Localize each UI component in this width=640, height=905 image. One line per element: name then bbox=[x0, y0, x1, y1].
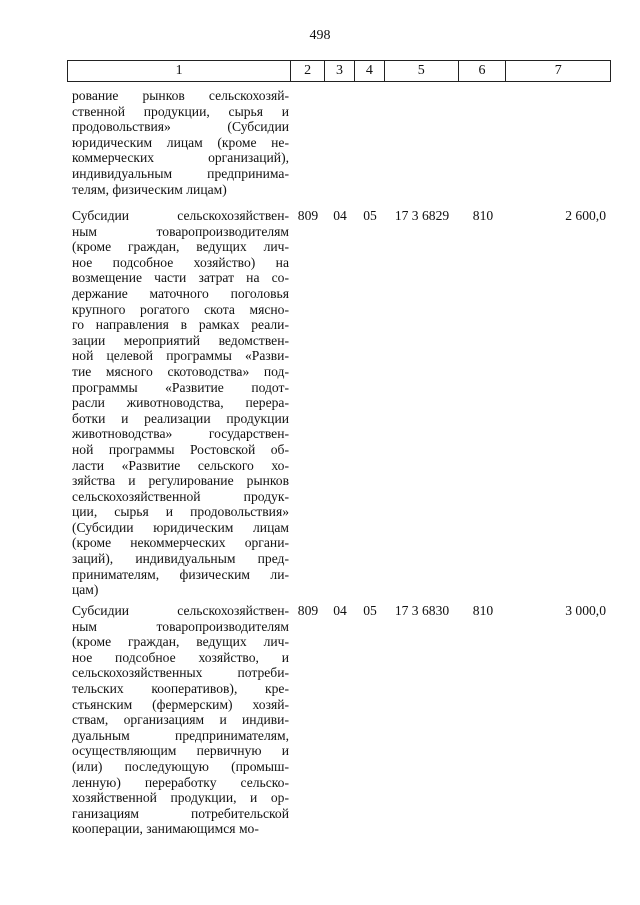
column-header-3: 3 bbox=[325, 61, 355, 81]
column-header-5: 5 bbox=[385, 61, 459, 81]
description-line: ствам, организациям и индиви- bbox=[72, 712, 289, 728]
description-line: крупного рогатого скота мясно- bbox=[72, 301, 289, 317]
cell-code-section bbox=[325, 88, 355, 197]
description-line: ботки и реализации продукции bbox=[72, 410, 289, 426]
description-line: ласти «Развитие сельского хо- bbox=[72, 457, 289, 473]
cell-code-expense-type bbox=[459, 88, 507, 197]
description-line: рование рынков сельскохозяй- bbox=[72, 88, 289, 103]
description-line: кооперации, занимающимся мо- bbox=[72, 821, 259, 837]
description-line: принимателям, физическим ли- bbox=[72, 566, 289, 582]
cell-amount: 3 000,0 bbox=[565, 603, 606, 618]
description-line: индивидуальным предпринима- bbox=[72, 165, 289, 181]
description-line: продовольствия» (Субсидии bbox=[72, 119, 289, 135]
description-line: хозяйственной продукции, и ор- bbox=[72, 790, 289, 806]
description-line: осуществляющим первичную и bbox=[72, 743, 289, 759]
description-line: (Субсидии юридическим лицам bbox=[72, 519, 289, 535]
description-line: ное подсобное хозяйство) на bbox=[72, 254, 289, 270]
description-line: телям, физическим лицам) bbox=[72, 181, 227, 197]
description-line: тельских кооперативов), кре- bbox=[72, 680, 289, 696]
description-line: держание маточного поголовья bbox=[72, 285, 289, 301]
description-line: тие мясного скотоводства» под- bbox=[72, 363, 289, 379]
column-header-4: 4 bbox=[355, 61, 385, 81]
column-header-2: 2 bbox=[291, 61, 325, 81]
description-line: возмещение части затрат на со- bbox=[72, 270, 289, 286]
description-line: сельскохозяйственных потреби- bbox=[72, 665, 289, 681]
description-line: (кроме некоммерческих органи- bbox=[72, 535, 289, 551]
cell-code-target: 17 3 6830 bbox=[394, 603, 450, 618]
description-line: (или) последующую (промыш- bbox=[72, 758, 289, 774]
cell-code-expense-type: 810 bbox=[472, 208, 494, 223]
cell-code-target: 17 3 6829 bbox=[394, 208, 450, 223]
cell-amount bbox=[507, 88, 611, 197]
table-row bbox=[67, 208, 611, 598]
description-line: сельскохозяйственной продук- bbox=[72, 488, 289, 504]
page-number: 498 bbox=[309, 28, 331, 43]
cell-code-section: 04 bbox=[333, 603, 347, 618]
cell-code-section: 04 bbox=[333, 208, 347, 223]
cell-amount: 2 600,0 bbox=[565, 208, 606, 223]
cell-code-subsection: 05 bbox=[363, 603, 377, 618]
description-line: стьянским (фермерским) хозяй- bbox=[72, 696, 289, 712]
description-line: ганизациям потребительской bbox=[72, 805, 289, 821]
description-line: ной программы Ростовской об- bbox=[72, 441, 289, 457]
description-line: ным товаропроизводителям bbox=[72, 223, 289, 239]
row-description bbox=[67, 603, 291, 837]
column-header-7: 7 bbox=[554, 63, 562, 78]
description-line: юридическим лицам (кроме не- bbox=[72, 134, 289, 150]
cell-code-ministry: 809 bbox=[297, 603, 319, 618]
column-header-6: 6 bbox=[459, 61, 507, 81]
description-line: расли животноводства, перера- bbox=[72, 395, 289, 411]
description-line: животноводства» государствен- bbox=[72, 426, 289, 442]
row-description bbox=[67, 208, 291, 598]
row-description bbox=[67, 88, 291, 197]
description-line: Субсидии сельскохозяйствен- bbox=[72, 603, 289, 618]
column-header-1: 1 bbox=[68, 61, 291, 81]
description-line: заций), индивидуальным пред- bbox=[72, 551, 289, 567]
description-line: Субсидии сельскохозяйствен- bbox=[72, 208, 289, 223]
description-line: (кроме граждан, ведущих лич- bbox=[72, 239, 289, 255]
description-line: цам) bbox=[72, 582, 99, 598]
description-line: ным товаропроизводителям bbox=[72, 618, 289, 634]
cell-code-ministry bbox=[291, 88, 325, 197]
description-line: ции, сырья и продовольствия» bbox=[72, 504, 289, 520]
description-line: зации мероприятий ведомствен- bbox=[72, 332, 289, 348]
description-line: (кроме граждан, ведущих лич- bbox=[72, 634, 289, 650]
cell-code-subsection bbox=[355, 88, 385, 197]
cell-code-subsection: 05 bbox=[363, 208, 377, 223]
cell-code-expense-type: 810 bbox=[472, 603, 494, 618]
cell-code-ministry: 809 bbox=[297, 208, 319, 223]
cell-code-target bbox=[385, 88, 459, 197]
description-line: го направления в рамках реали- bbox=[72, 317, 289, 333]
description-line: ной целевой программы «Разви- bbox=[72, 348, 289, 364]
description-line: программы «Развитие подот- bbox=[72, 379, 289, 395]
description-line: коммерческих организаций), bbox=[72, 150, 289, 166]
table-row bbox=[67, 603, 611, 837]
description-line: ленную) переработку сельско- bbox=[72, 774, 289, 790]
description-line: ное подсобное хозяйство, и bbox=[72, 649, 289, 665]
description-line: дуальным предпринимателям, bbox=[72, 727, 289, 743]
description-line: зяйства и регулирование рынков bbox=[72, 473, 289, 489]
description-line: ственной продукции, сырья и bbox=[72, 103, 289, 119]
table-header bbox=[67, 60, 611, 82]
table-row bbox=[67, 88, 611, 197]
